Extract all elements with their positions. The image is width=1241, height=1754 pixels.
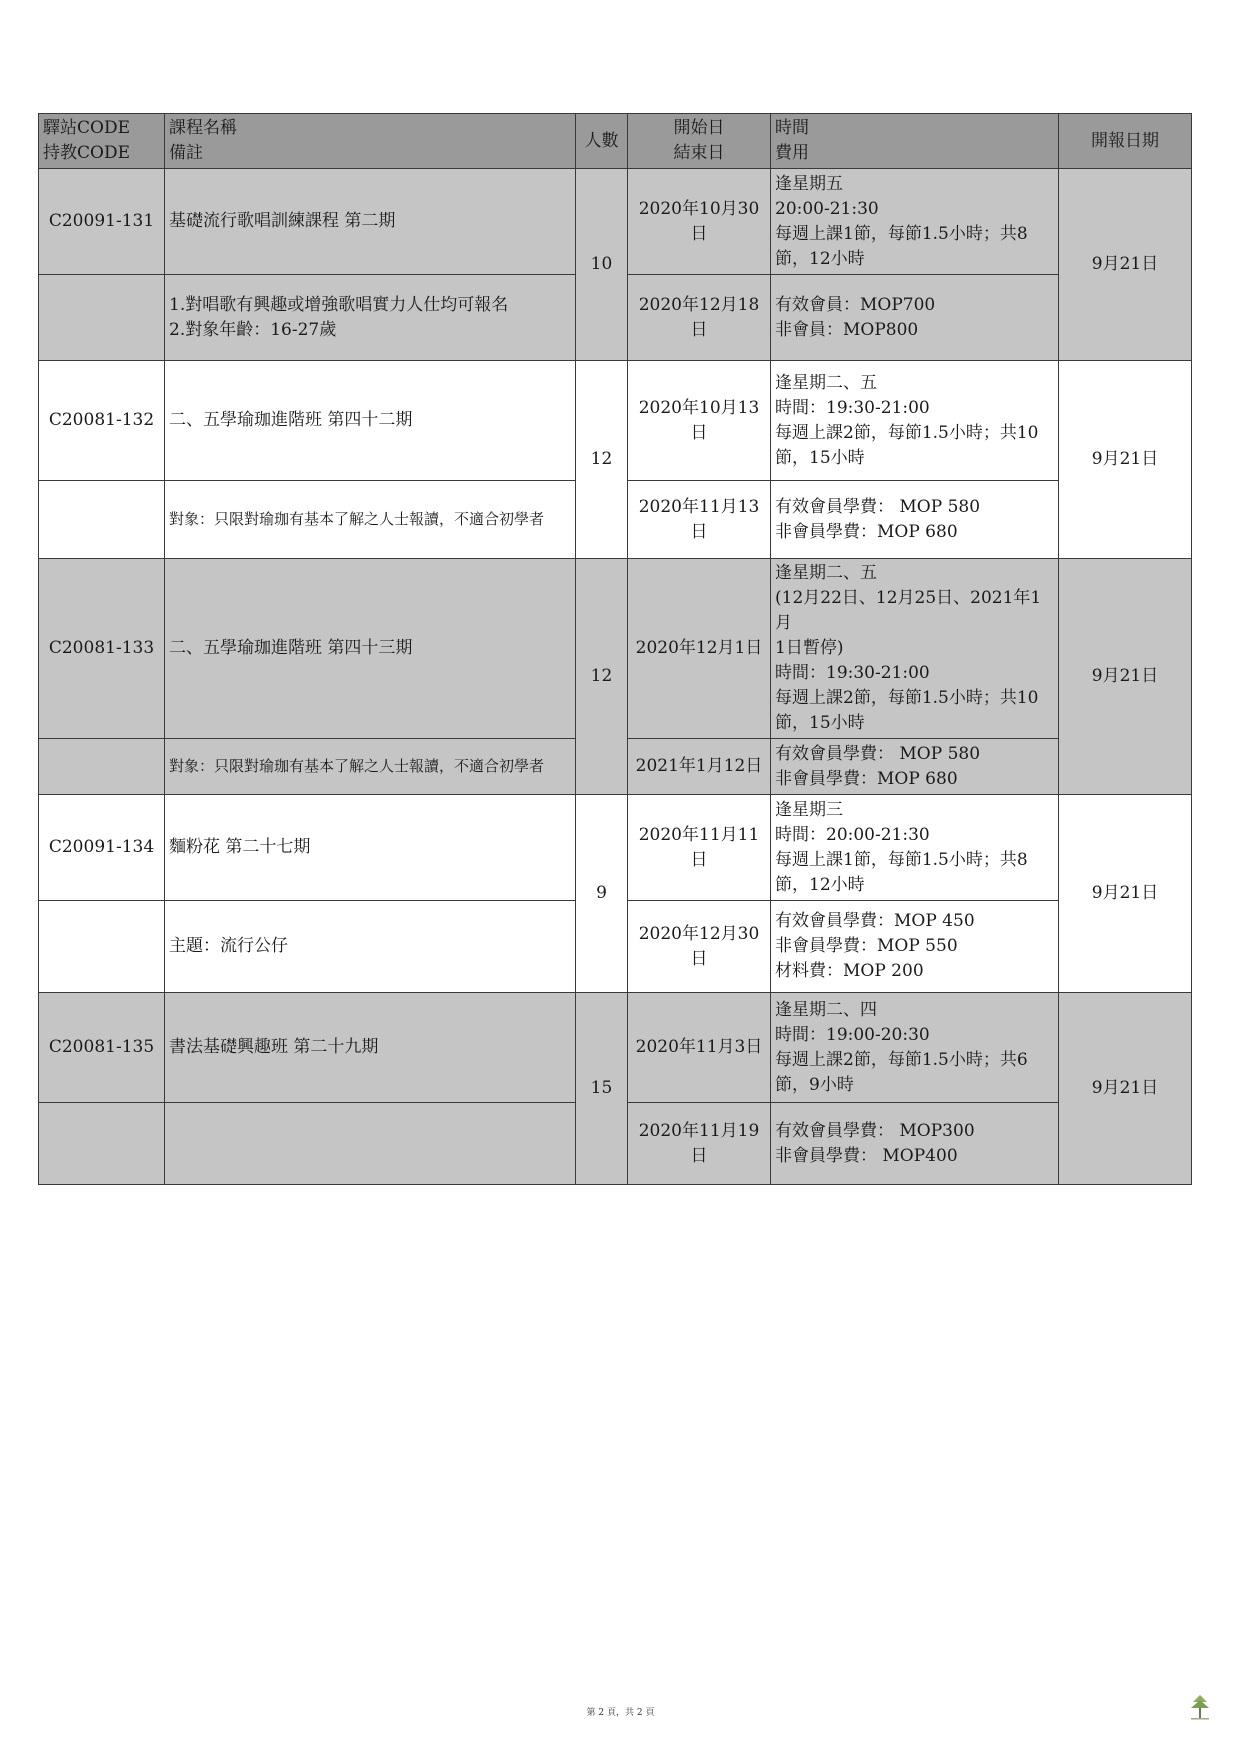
time-line: 每週上課1節，每節1.5小時；共8 xyxy=(775,223,1028,244)
fee-line: 非會員學費：MOP 550 xyxy=(775,936,958,956)
course-time xyxy=(771,993,1059,1103)
course-open-date: 9月21日 xyxy=(1059,993,1192,1185)
fee-line: 非會員學費： MOP400 xyxy=(775,1145,958,1166)
time-line: 每週上課2節，每節1.5小時；共10 xyxy=(775,422,1039,443)
course-end-date: 2020年11月13日 xyxy=(628,481,771,559)
fee-line: 有效會員學費： MOP300 xyxy=(775,1120,975,1141)
course-end-date: 2020年11月19日 xyxy=(628,1103,771,1185)
course-fee xyxy=(771,1103,1059,1185)
course-row xyxy=(39,993,1192,1103)
fee-line: 材料費：MOP 200 xyxy=(775,961,924,981)
course-time xyxy=(771,361,1059,481)
course-open-date: 9月21日 xyxy=(1059,169,1192,361)
time-line: 20:00-21:30 xyxy=(775,198,879,219)
time-line: 逢星期二、四 xyxy=(775,999,877,1020)
header-dates: 開始日 結束日 xyxy=(628,114,771,169)
course-code: C20081-133 xyxy=(39,559,165,739)
course-row xyxy=(39,559,1192,739)
course-table xyxy=(38,113,1192,1185)
course-count: 12 xyxy=(576,559,628,795)
tree-logo-icon xyxy=(1185,1692,1215,1722)
note-line: 主題：流行公仔 xyxy=(169,936,288,956)
fee-line: 非會員學費：MOP 680 xyxy=(775,768,958,789)
time-line: 每週上課2節，每節1.5小時；共6 xyxy=(775,1049,1028,1070)
time-line: 逢星期五 xyxy=(775,173,843,194)
table-header-row xyxy=(39,114,1192,169)
course-code: C20091-131 xyxy=(39,169,165,275)
time-line: 時間：20:00-21:30 xyxy=(775,824,930,845)
course-fee xyxy=(771,275,1059,361)
course-start-date: 2020年11月11日 xyxy=(628,795,771,901)
note-line: 2.對象年齡：16-27歲 xyxy=(169,319,337,340)
course-fee xyxy=(771,481,1059,559)
course-count: 9 xyxy=(576,795,628,993)
note-line: 對象：只限對瑜珈有基本了解之人士報讀，不適合初學者 xyxy=(169,510,545,528)
time-line: 節，15小時 xyxy=(775,447,865,468)
course-note xyxy=(165,275,576,361)
course-code-empty xyxy=(39,1103,165,1185)
time-line: 每週上課2節，每節1.5小時；共10 xyxy=(775,688,1039,708)
time-line: 節，9小時 xyxy=(775,1074,854,1095)
course-start-date: 2020年10月13日 xyxy=(628,361,771,481)
time-line: 時間：19:30-21:00 xyxy=(775,663,930,683)
course-code-empty xyxy=(39,739,165,795)
time-line: (12月22日、12月25日、2021年1月 xyxy=(775,588,1042,633)
course-name: 麵粉花 第二十七期 xyxy=(165,795,576,901)
course-code-empty xyxy=(39,275,165,361)
course-time xyxy=(771,795,1059,901)
course-count: 15 xyxy=(576,993,628,1185)
course-code: C20081-132 xyxy=(39,361,165,481)
course-row xyxy=(39,795,1192,901)
course-code-empty xyxy=(39,481,165,559)
course-start-date: 2020年12月1日 xyxy=(628,559,771,739)
note-line: 1.對唱歌有興趣或增強歌唱實力人仕均可報名 xyxy=(169,294,509,315)
course-name: 二、五學瑜珈進階班 第四十三期 xyxy=(165,559,576,739)
time-line: 節，15小時 xyxy=(775,713,865,733)
course-note xyxy=(165,739,576,795)
fee-line: 有效會員學費： MOP 580 xyxy=(775,743,981,764)
course-time xyxy=(771,169,1059,275)
header-course-name: 課程名稱 備註 xyxy=(165,114,576,169)
course-note xyxy=(165,481,576,559)
time-line: 每週上課1節，每節1.5小時；共8 xyxy=(775,849,1028,870)
time-line: 逢星期三 xyxy=(775,799,843,820)
course-row xyxy=(39,361,1192,481)
course-time xyxy=(771,559,1059,739)
time-line: 時間：19:30-21:00 xyxy=(775,397,930,418)
course-name: 二、五學瑜珈進階班 第四十二期 xyxy=(165,361,576,481)
fee-line: 有效會員：MOP700 xyxy=(775,294,936,315)
course-name: 書法基礎興趣班 第二十九期 xyxy=(165,993,576,1103)
course-code-empty xyxy=(39,901,165,993)
course-fee xyxy=(771,901,1059,993)
fee-line: 有效會員學費： MOP 580 xyxy=(775,496,981,517)
time-line: 節，12小時 xyxy=(775,248,865,269)
course-open-date: 9月21日 xyxy=(1059,361,1192,559)
course-row xyxy=(39,169,1192,275)
header-code: 驛站CODE 持教CODE xyxy=(39,114,165,169)
time-line: 時間：19:00-20:30 xyxy=(775,1024,930,1045)
note-line: 對象：只限對瑜珈有基本了解之人士報讀，不適合初學者 xyxy=(169,757,545,775)
time-line: 節，12小時 xyxy=(775,874,865,895)
page-number: 第 2 頁，共 2 頁 xyxy=(586,1708,655,1718)
course-count: 12 xyxy=(576,361,628,559)
course-fee xyxy=(771,739,1059,795)
time-line: 逢星期二、五 xyxy=(775,372,877,393)
course-name: 基礎流行歌唱訓練課程 第二期 xyxy=(165,169,576,275)
course-count: 10 xyxy=(576,169,628,361)
header-count: 人數 xyxy=(576,114,628,169)
course-open-date: 9月21日 xyxy=(1059,795,1192,993)
course-open-date: 9月21日 xyxy=(1059,559,1192,795)
course-start-date: 2020年11月3日 xyxy=(628,993,771,1103)
course-end-date: 2020年12月18日 xyxy=(628,275,771,361)
time-line: 逢星期二、五 xyxy=(775,563,877,583)
course-note xyxy=(165,1103,576,1185)
time-line: 1日暫停) xyxy=(775,638,844,658)
header-open-date: 開報日期 xyxy=(1059,114,1192,169)
course-end-date: 2021年1月12日 xyxy=(628,739,771,795)
course-note xyxy=(165,901,576,993)
course-end-date: 2020年12月30日 xyxy=(628,901,771,993)
course-start-date: 2020年10月30日 xyxy=(628,169,771,275)
course-code: C20091-134 xyxy=(39,795,165,901)
header-time-fee: 時間 費用 xyxy=(771,114,1059,169)
fee-line: 非會員學費：MOP 680 xyxy=(775,521,958,542)
course-code: C20081-135 xyxy=(39,993,165,1103)
fee-line: 有效會員學費：MOP 450 xyxy=(775,911,975,931)
fee-line: 非會員：MOP800 xyxy=(775,319,919,340)
